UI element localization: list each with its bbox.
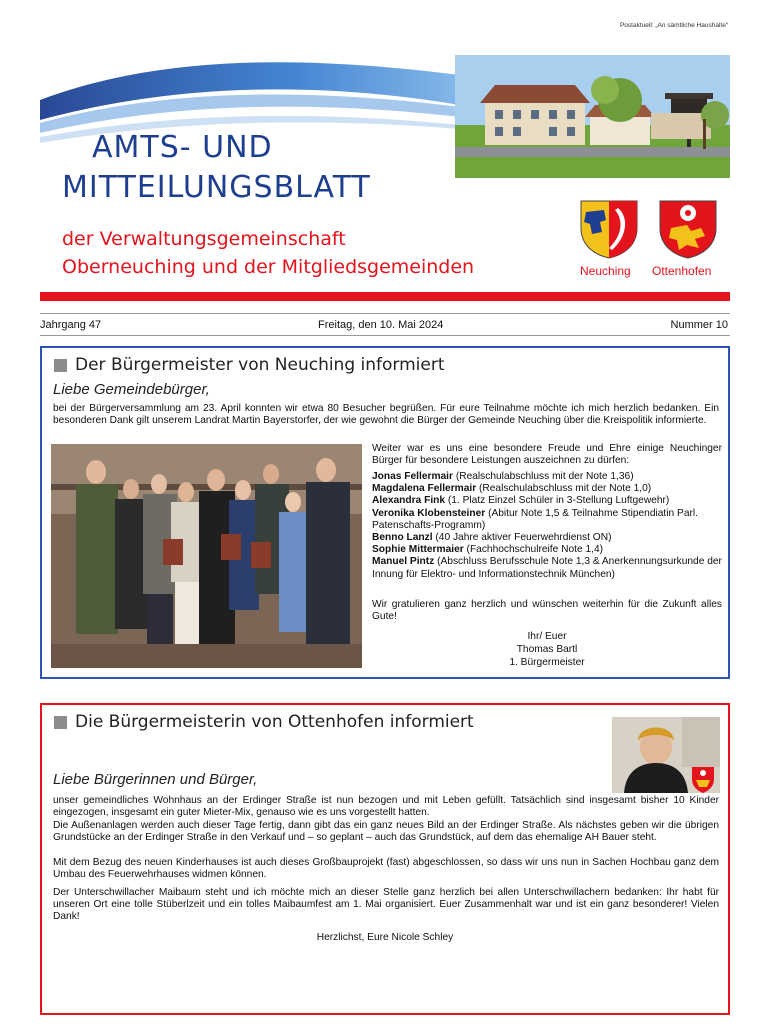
signature-name: Thomas Bartl [516, 644, 578, 655]
honoree-name: Veronika Klobensteiner [372, 507, 486, 519]
honoree-detail: (40 Jahre aktiver Feuerwehrdienst ON) [432, 532, 612, 544]
article-greeting: Liebe Gemeindebürger, [53, 381, 210, 398]
ottenhofen-crest-label: Ottenhofen [652, 264, 712, 278]
issue-number: Nummer 10 [670, 319, 728, 331]
postal-note: Postaktuell: „An sämtliche Haushalte“ [619, 22, 728, 29]
honoree-name: Alexandra Fink [372, 495, 446, 507]
honoree-name: Magdalena Fellermair [372, 483, 477, 495]
list-item [372, 556, 722, 580]
issue-date: Freitag, den 10. Mai 2024 [318, 319, 444, 331]
section-heading-text: Die Bürgermeisterin von Ottenhofen informiert [75, 712, 474, 732]
honoree-name: Benno Lanzl [372, 532, 433, 544]
article-paragraph: Mit dem Bezug des neuen Kinderhauses ist auch dieses Großbauprojekt (fast) abgeschlossen, so dass wir uns nun in Sachen Hochbau ganz dem Umbau des Feuerwehrhauses widmen können. [53, 857, 719, 881]
section-heading [54, 712, 474, 732]
article-paragraph: Der Unterschwillacher Maibaum steht und ich möchte mich an dieser Stelle ganz herzlich bei allen Unterschwillachern bedanken: Ihr habt für unseren Ort eine tolle Stüberlzeit und ein tolles Maibaumfest am 1. Mai organisiert. Euer Zusammenhalt war und ist ein ganz besonderer! Vielen Dank! [53, 887, 719, 923]
signature-line: Ihr/ Euer [527, 631, 567, 642]
article-closing: Wir gratulieren ganz herzlich und wünschen weiterhin für die Zukunft alles Gute! [372, 599, 722, 623]
honoree-detail: (Abschluss Berufsschule Note 1,3 & Anerkennungsurkunde der Innung für Elektro- und Informationstechnik München) [372, 556, 722, 580]
masthead-title-line2: MITTEILUNGSBLATT [62, 170, 371, 205]
honoree-name: Sophie Mittermaier [372, 544, 464, 556]
honoree-name: Jonas Fellermair [372, 471, 453, 482]
masthead-subtitle-line2: Oberneuching und der Mitgliedsgemeinden [62, 256, 475, 278]
issue-volume: Jahrgang 47 [40, 319, 102, 331]
signature-role: 1. Bürgermeister [509, 657, 585, 668]
masthead-title-line1: AMTS- UND [92, 130, 273, 165]
article-intro: bei der Bürgerversammlung am 23. April konnten wir etwa 80 Besucher begrüßen. Für eure Teilnahme möchte ich mich herzlich bedanken. Ein besonderen Dank gilt unserem Landrat Martin Bayerstorfer, der wie gewohnt die Bürger der Gemeinde Neuching über die Kreispolitik informierte. [53, 403, 719, 427]
divider [40, 335, 730, 336]
ottenhofen-mayor-article [40, 703, 730, 1015]
divider [40, 313, 730, 314]
neuching-mayor-article [40, 346, 730, 679]
honoree-detail: (Abitur Note 1,5 & Teilnahme Stipendiatin Parl. Patenschafts-Programm) [372, 507, 698, 531]
honoree-name: Manuel Pintz [372, 556, 435, 568]
list-item [372, 532, 722, 544]
article-greeting: Liebe Bürgerinnen und Bürger, [53, 771, 258, 788]
section-heading-text: Der Bürgermeister von Neuching informiert [75, 355, 445, 375]
list-item [372, 495, 722, 507]
honoree-detail: (1. Platz Einzel Schüler in 3-Stellung Luftgewehr) [445, 495, 670, 507]
article-signature: Herzlichst, Eure Nicole Schley [316, 932, 454, 943]
neuching-coat-of-arms-icon [578, 198, 640, 260]
neuching-crest-label: Neuching [580, 264, 631, 278]
bullet-square-icon [54, 716, 67, 729]
article-paragraph: Die Außenanlagen werden auch dieser Tage fertig, dann gibt das ein ganz neues Bild an der Erdinger Straße. Als nächstes geben wir die übrigen Grundstücke an der Erdinger Straße in den Verkauf und – so geplant – auch das Grundstück, auf dem das ehemalige AH Bauer steht. [53, 820, 719, 844]
article-paragraph: unser gemeindliches Wohnhaus an der Erdinger Straße ist nun bezogen und mit Leben gefüllt. Tatsächlich sind insgesamt bisher 10 Kinder eingezogen, insgesamt ein guter Mieter-Mix, genauso wie es uns vorgestellt hatten. [53, 795, 719, 819]
article-signature [472, 630, 622, 669]
list-item [372, 508, 722, 532]
ottenhofen-coat-of-arms-icon [657, 198, 719, 260]
honorees-list [372, 471, 722, 581]
list-item [372, 483, 722, 495]
honoree-detail: (Realschulabschluss mit der Note 1,36) [452, 471, 634, 482]
honorees-intro: Weiter war es uns eine besondere Freude und Ehre einige Neuchinger Bürger für besondere Leistungen auszeichnen zu dürfen: [372, 443, 722, 467]
honoree-detail: (Fachhochschulreife Note 1,4) [463, 544, 604, 556]
masthead-subtitle-line1: der Verwaltungsgemeinschaft [62, 228, 346, 250]
list-item [372, 544, 722, 556]
award-group-photo [51, 444, 362, 668]
header-red-band [40, 292, 730, 301]
honoree-detail: (Realschulabschluss mit der Note 1,0) [476, 483, 652, 495]
section-heading [54, 355, 445, 375]
bullet-square-icon [54, 359, 67, 372]
list-item [372, 471, 722, 483]
header-village-photo [455, 55, 730, 178]
mayor-portrait-photo [612, 717, 720, 793]
